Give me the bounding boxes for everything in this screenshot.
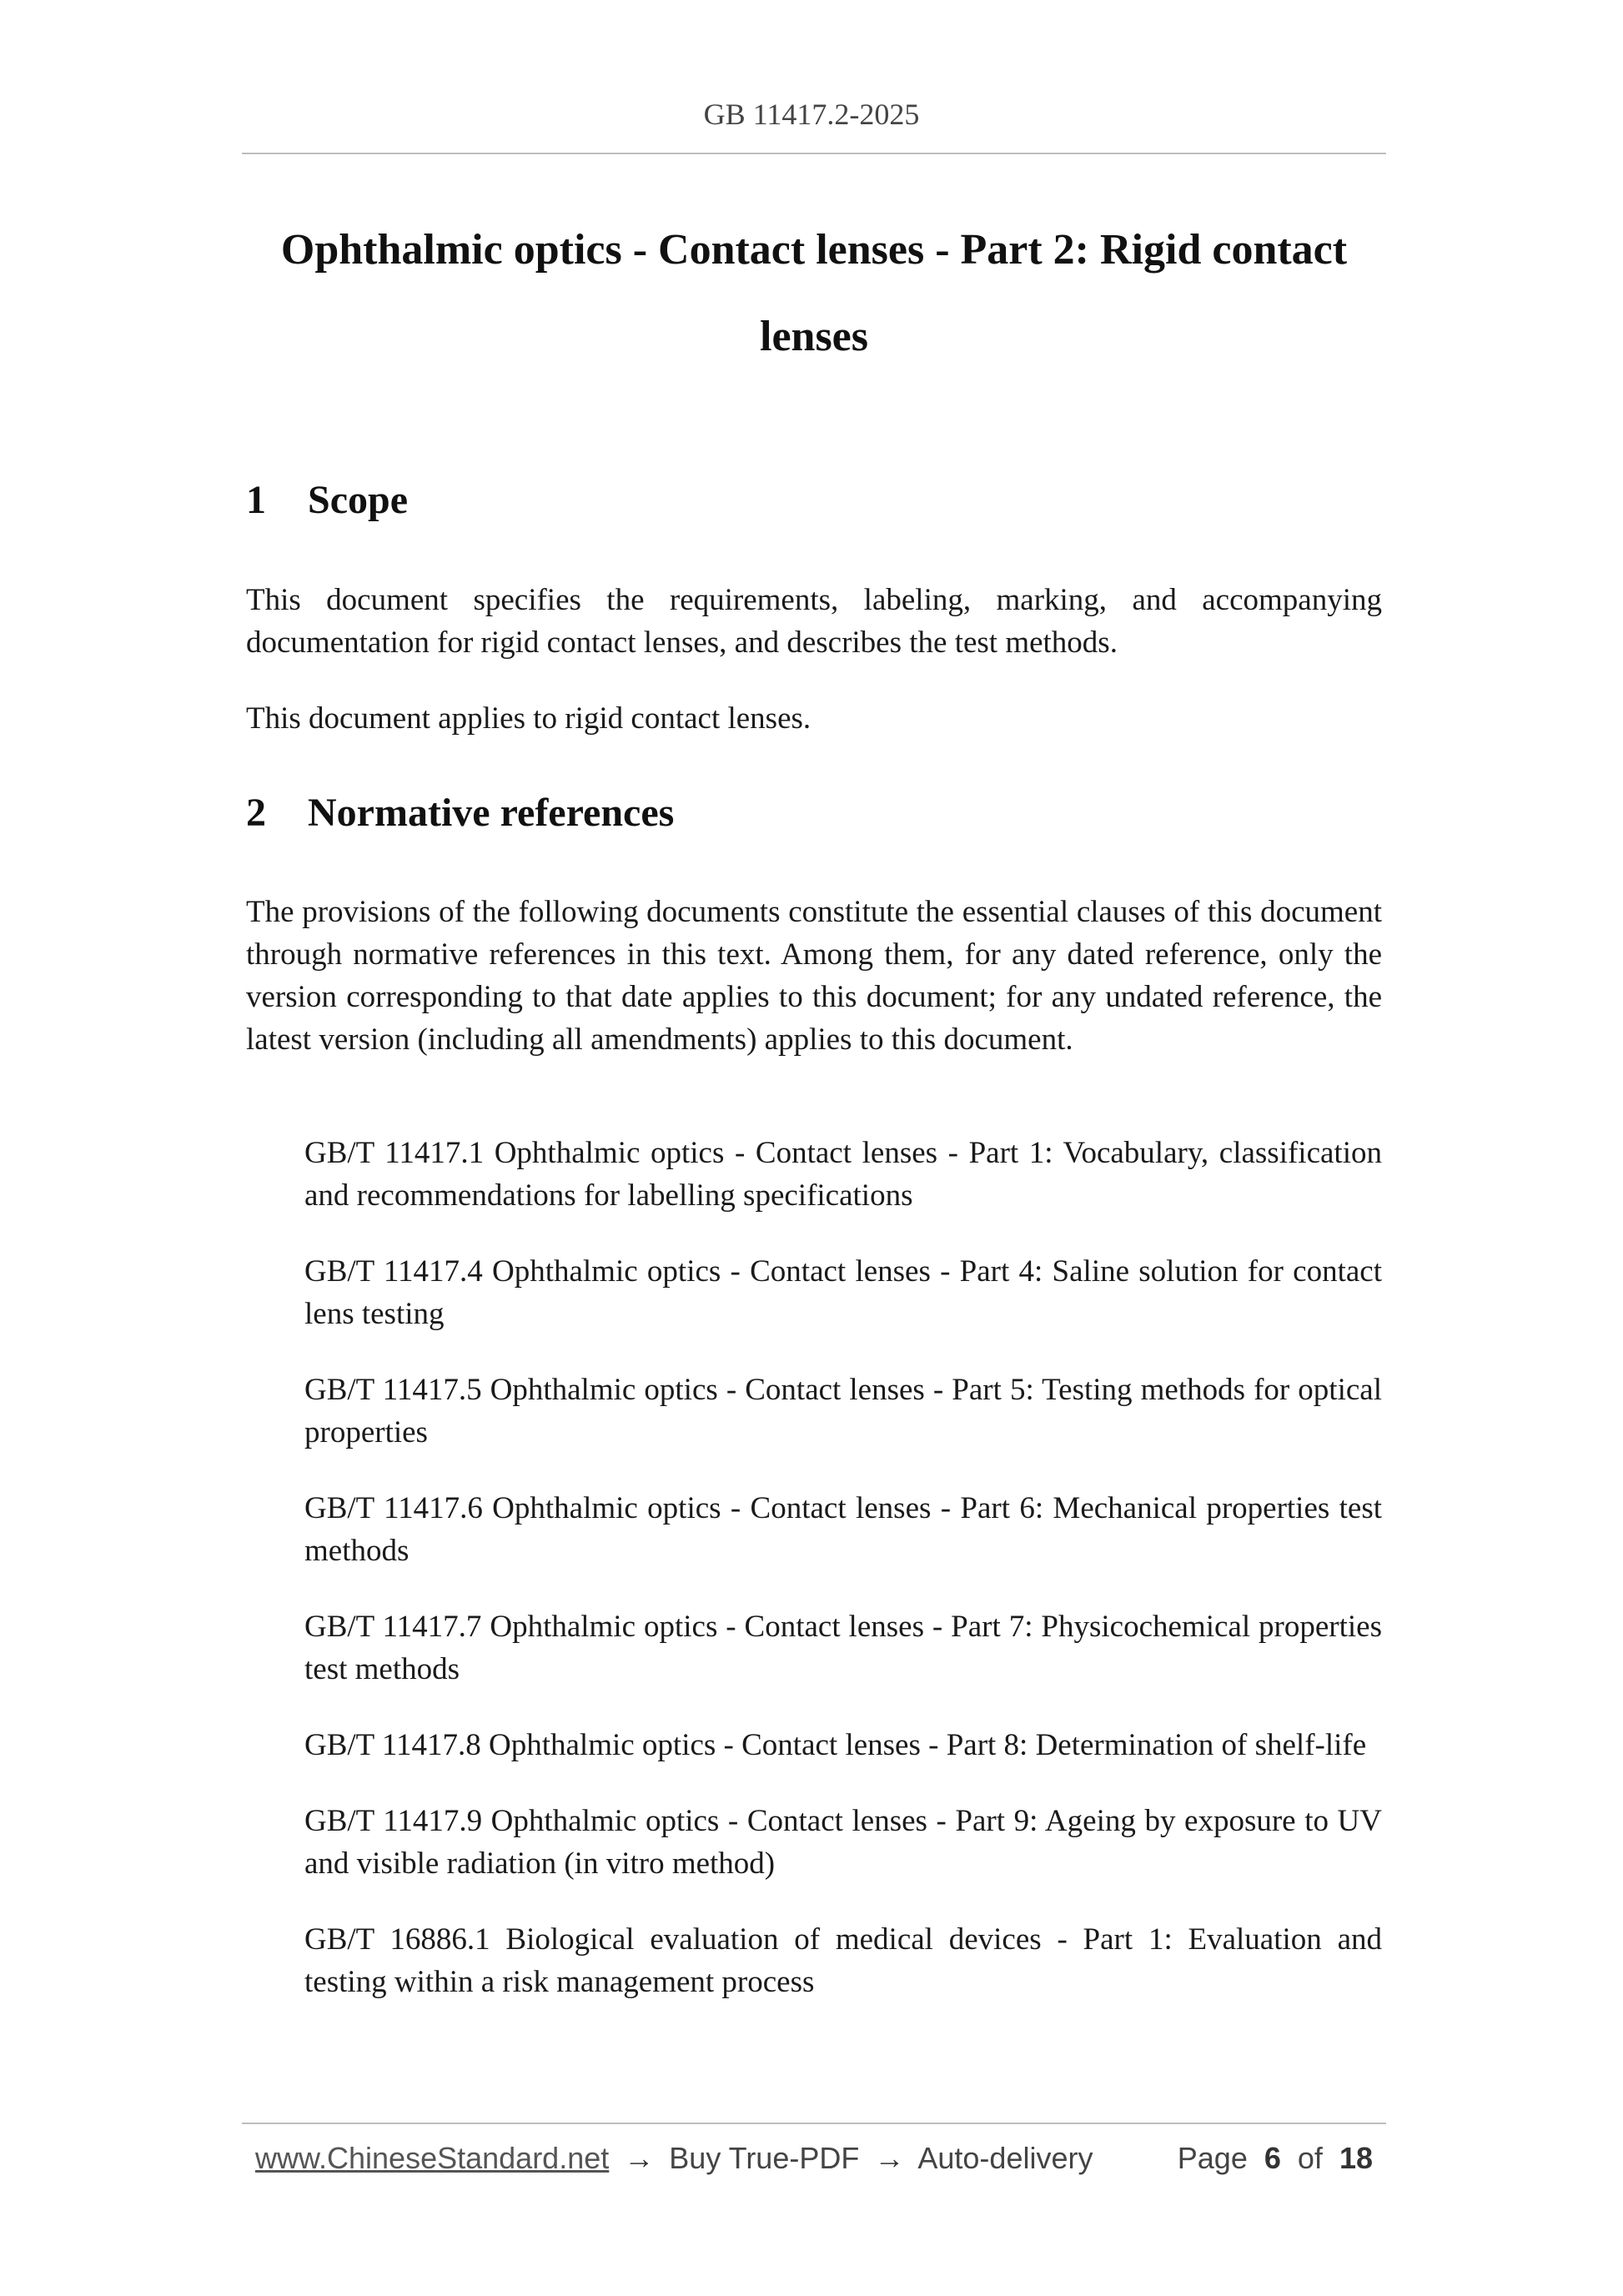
normative-references-intro: The provisions of the following documents constitute the essential clauses of this document through normative references in this text. Among them, for any dated reference, only the version corresponding to that date applies to this document; for any undated reference, the latest version (including all amendments) applies to this document. [246, 895, 1382, 1057]
page-number [1178, 2141, 1381, 2176]
page-footer [255, 2141, 1381, 2183]
footer-promo [255, 2141, 1093, 2176]
website-link[interactable]: www.ChineseStandard.net [255, 2141, 610, 2175]
page-of-label: of [1297, 2141, 1323, 2175]
document-title: Ophthalmic optics - Contact lenses - Part 2: Rigid contact lenses [280, 226, 1348, 360]
buy-true-pdf-text: Buy True-PDF [669, 2141, 860, 2175]
page-current: 6 [1264, 2141, 1281, 2175]
reference-item: GB/T 16886.1 Biological evaluation of medical devices - Part 1: Evaluation and testing within a risk management process [304, 1922, 1382, 1999]
section-title: Normative references [308, 791, 675, 835]
reference-item: GB/T 11417.5 Ophthalmic optics - Contact lenses - Part 5: Testing methods for optical properties [304, 1373, 1382, 1449]
section-number: 1 [246, 478, 266, 522]
section-title: Scope [308, 478, 408, 522]
reference-list [304, 1132, 1382, 2037]
reference-item: GB/T 11417.6 Ophthalmic optics - Contact lenses - Part 6: Mechanical properties test methods [304, 1491, 1382, 1568]
reference-item: GB/T 11417.9 Ophthalmic optics - Contact lenses - Part 9: Ageing by exposure to UV and visible radiation (in vitro method) [304, 1804, 1382, 1881]
section-number: 2 [246, 791, 266, 835]
footer-divider [242, 2123, 1386, 2124]
document-code-header: GB 11417.2-2025 [703, 98, 920, 131]
reference-item: GB/T 11417.7 Ophthalmic optics - Contact lenses - Part 7: Physicochemical properties test methods [304, 1610, 1382, 1686]
arrow-right-icon: → [624, 2141, 655, 2175]
section-heading-normative-references [246, 790, 674, 836]
page-total: 18 [1339, 2141, 1373, 2175]
reference-item: GB/T 11417.1 Ophthalmic optics - Contact lenses - Part 1: Vocabulary, classification and recommendations for labelling specifications [304, 1136, 1382, 1213]
arrow-right-icon: → [874, 2141, 905, 2175]
reference-item: GB/T 11417.8 Ophthalmic optics - Contact lenses - Part 8: Determination of shelf-life [304, 1728, 1367, 1762]
scope-paragraph-2: This document applies to rigid contact lenses. [246, 701, 812, 736]
reference-item: GB/T 11417.4 Ophthalmic optics - Contact lenses - Part 4: Saline solution for contact lens testing [304, 1254, 1382, 1331]
auto-delivery-text: Auto-delivery [917, 2141, 1093, 2175]
section-heading-scope [246, 477, 408, 523]
header-divider [242, 153, 1386, 154]
scope-paragraph-1: This document specifies the requirements, labeling, marking, and accompanying documentation for rigid contact lenses, and describes the test methods. [246, 583, 1382, 660]
page-label: Page [1177, 2141, 1248, 2175]
